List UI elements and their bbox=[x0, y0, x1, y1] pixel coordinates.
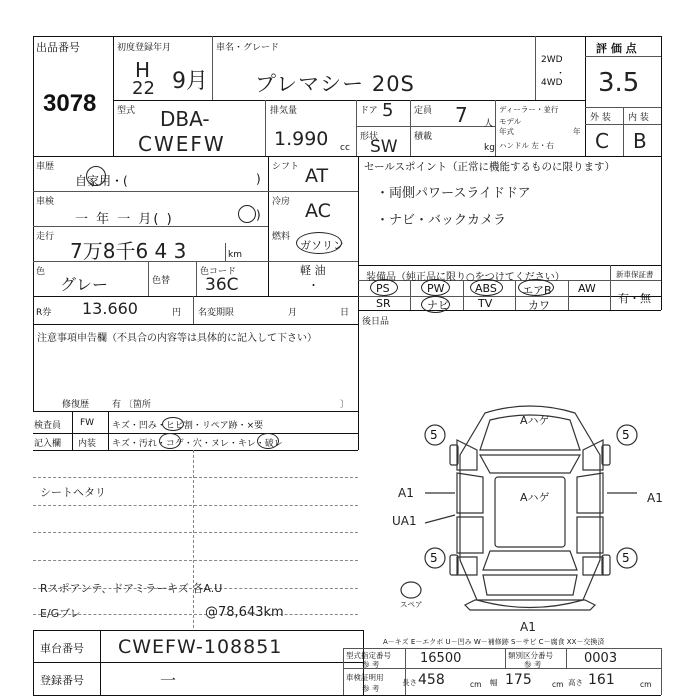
model-year-label: モデル bbox=[499, 117, 522, 126]
inspector-int-text: キズ・汚れ・コゲ・穴・ヌレ・キレ・破レ bbox=[112, 439, 283, 449]
fuel-diesel: 軽 油 bbox=[300, 264, 326, 277]
model-label: 型式 bbox=[117, 106, 136, 116]
damage-roof: Aハゲ bbox=[520, 491, 550, 504]
displacement-label: 排気量 bbox=[270, 106, 298, 116]
inspector-note-1: シートヘタリ bbox=[40, 486, 106, 499]
inspection-close: ) bbox=[256, 208, 261, 222]
fuel-circle bbox=[296, 232, 342, 254]
dims-label: 車検証明用 bbox=[346, 673, 384, 682]
ac-label: 冷房 bbox=[272, 197, 291, 207]
sales-point-1: ・両側パワースライドドア bbox=[376, 186, 531, 201]
plate-value: 一 bbox=[160, 671, 177, 690]
equipment-label: 装備品（純正品に限り○をつけてください） bbox=[366, 272, 565, 283]
load-unit: kg bbox=[484, 143, 495, 153]
height-unit: cm bbox=[640, 680, 652, 689]
rating-ext-value: C bbox=[595, 129, 609, 153]
equip-airbag: エアB bbox=[522, 284, 552, 297]
lot-label: 出品番号 bbox=[36, 41, 80, 54]
ac-value: AC bbox=[305, 200, 331, 222]
color-code-value: 36C bbox=[205, 275, 239, 295]
repair-label: 修復歴 bbox=[62, 400, 90, 410]
capacity-label: 定員 bbox=[414, 106, 433, 116]
car-name-value: プレマシー 20S bbox=[255, 72, 415, 96]
equip-pw: PW bbox=[427, 282, 445, 295]
damage-left-a: A1 bbox=[398, 486, 414, 500]
displacement-value: 1.990 bbox=[274, 128, 329, 150]
length-unit: cm bbox=[470, 680, 482, 689]
plate-label: 登録番号 bbox=[40, 674, 84, 687]
damage-legend: A－キズ E－エクボ U－凹み W－補修跡 S－サビ C－腐食 XX－交換済 bbox=[383, 638, 605, 646]
first-reg-month: 9月 bbox=[172, 69, 208, 94]
handle-label: ハンドル 左・右 bbox=[499, 141, 554, 150]
repair-value: 有 〔箇所 bbox=[112, 400, 151, 410]
rating-int-label: 内 装 bbox=[628, 113, 649, 123]
capacity-unit: 人 bbox=[484, 119, 494, 129]
deadline-label: 名変期限 bbox=[198, 308, 235, 318]
inspector-label-2: 記入欄 bbox=[34, 439, 62, 449]
inspector-label-1: 検査員 bbox=[34, 421, 62, 431]
deadline-month: 月 bbox=[288, 308, 298, 318]
equip-abs-circle bbox=[470, 279, 503, 296]
width-unit: cm bbox=[552, 680, 564, 689]
deadline-day: 日 bbox=[340, 308, 350, 318]
history-close: ) bbox=[256, 172, 261, 186]
inspection-value: 一 年 一 月( ) bbox=[75, 212, 174, 227]
notes-label: 注意事項申告欄（不具合の内容等は具体的に記入して下さい） bbox=[37, 333, 317, 344]
color-code-label: 色コード bbox=[200, 267, 237, 277]
equip-leather: カワ bbox=[528, 299, 550, 312]
history-value: 自家用・( bbox=[75, 174, 128, 188]
length-label: 長さ bbox=[402, 678, 417, 687]
height-value: 161 bbox=[588, 672, 615, 688]
doors-value: 5 bbox=[382, 100, 394, 121]
dirt-circle bbox=[159, 433, 181, 449]
inspector-note-2: Rスポアンテ、ドアミラーキズ 各A.U bbox=[40, 582, 223, 595]
width-value: 175 bbox=[505, 672, 532, 688]
damage-bottom-a: A1 bbox=[520, 620, 536, 634]
equip-airbag-circle bbox=[518, 279, 554, 296]
car-name-label: 車名・グレード bbox=[216, 43, 280, 53]
recycle-unit: 円 bbox=[172, 308, 182, 318]
type-approval-value: 16500 bbox=[420, 651, 462, 666]
tire-rr: 5 bbox=[622, 551, 630, 565]
chassis-label: 車台番号 bbox=[40, 642, 84, 655]
color-label: 色 bbox=[36, 267, 46, 277]
chassis-value: CWEFW-108851 bbox=[118, 636, 283, 658]
type-approval-label: 型式指定番号 bbox=[346, 651, 391, 660]
first-reg-year: 22 bbox=[132, 78, 155, 99]
tire-fl: 5 bbox=[430, 428, 438, 442]
shape-value: SW bbox=[370, 137, 398, 157]
equip-aw: AW bbox=[578, 282, 596, 295]
drive-dot: ・ bbox=[556, 69, 566, 79]
equip-ps: PS bbox=[376, 282, 390, 295]
equip-navi: ナビ bbox=[427, 299, 449, 312]
damage-right-a: A1 bbox=[647, 491, 663, 505]
displacement-unit: cc bbox=[340, 143, 350, 153]
rating-label: 評 価 点 bbox=[596, 42, 637, 55]
shape-label: 形状 bbox=[360, 132, 379, 142]
fuel-label: 燃料 bbox=[272, 232, 291, 242]
model-line1: DBA- bbox=[160, 107, 210, 131]
sales-point-2: ・ナビ・バックカメラ bbox=[376, 213, 507, 228]
year-label: 年式 bbox=[499, 127, 514, 136]
shift-value: AT bbox=[305, 165, 329, 187]
tire-rl: 5 bbox=[430, 551, 438, 565]
dealer-label: ディーラー・並行 bbox=[499, 105, 559, 114]
capacity-value: 7 bbox=[455, 103, 468, 127]
model-line2: CWEFW bbox=[138, 132, 226, 156]
inspection-circle bbox=[238, 205, 256, 223]
color-change-label: 色替 bbox=[152, 276, 171, 286]
category-value: 0003 bbox=[584, 651, 618, 666]
category-ref: 参 考 bbox=[524, 660, 542, 669]
fuel-gasoline: ガソリン bbox=[300, 239, 344, 252]
wet-circle bbox=[257, 433, 279, 449]
recycle-label: R券 bbox=[36, 308, 52, 318]
category-label: 類別区分番号 bbox=[508, 651, 553, 660]
first-reg-era: H bbox=[135, 58, 151, 82]
inspector-fw: FW bbox=[80, 418, 95, 428]
doors-label: ドア bbox=[360, 106, 378, 116]
rating-value: 3.5 bbox=[598, 68, 640, 98]
mileage-value: 7万8千6 4 3 bbox=[70, 239, 187, 263]
inspector-note-4: @78,643km bbox=[205, 605, 284, 620]
dims-ref: 参 考 bbox=[362, 684, 380, 693]
rear-items-label: 後日品 bbox=[362, 317, 390, 327]
year-unit: 年 bbox=[573, 127, 581, 136]
damage-hood: Aハゲ bbox=[520, 414, 550, 427]
inspector-fw-text: キズ・凹み・ヒビ割・リペア跡・×要 bbox=[112, 421, 264, 431]
color-value: グレー bbox=[60, 275, 109, 294]
height-label: 高さ bbox=[568, 678, 583, 687]
equip-tv: TV bbox=[478, 297, 493, 310]
fuel-other: ・ bbox=[308, 279, 319, 292]
sales-label: セールスポイント（正常に機能するものに限ります） bbox=[364, 161, 616, 173]
equip-navi-circle bbox=[421, 296, 450, 313]
damage-left-u: UA1 bbox=[392, 514, 417, 528]
equip-abs: ABS bbox=[475, 282, 497, 295]
equip-pw-circle bbox=[421, 279, 450, 296]
repair-close: 〕 bbox=[340, 400, 350, 410]
lot-number: 3078 bbox=[43, 90, 97, 117]
spare-label: スペア bbox=[400, 600, 423, 609]
history-circle bbox=[86, 166, 106, 186]
tire-fr: 5 bbox=[622, 428, 630, 442]
recycle-value: 13.660 bbox=[82, 299, 138, 318]
history-label: 車歴 bbox=[36, 162, 55, 172]
rating-int-value: B bbox=[633, 129, 647, 153]
rating-ext-label: 外 装 bbox=[590, 113, 611, 123]
warranty-label: 新車保証書 bbox=[616, 270, 654, 279]
warranty-value: 有・無 bbox=[618, 292, 651, 305]
length-value: 458 bbox=[418, 672, 445, 688]
first-reg-label: 初度登録年月 bbox=[117, 43, 172, 53]
equip-ps-circle bbox=[370, 279, 398, 296]
inspector-int: 内装 bbox=[78, 439, 97, 449]
equip-sr: SR bbox=[376, 297, 391, 310]
mileage-unit: km bbox=[228, 250, 242, 260]
inspection-label: 車検 bbox=[36, 197, 55, 207]
load-label: 積載 bbox=[414, 132, 433, 142]
inspector-note-3: E/Gブレ bbox=[40, 607, 81, 620]
mileage-label: 走行 bbox=[36, 232, 55, 242]
drive-2wd: 2WD bbox=[541, 55, 563, 65]
shift-label: シフト bbox=[272, 162, 300, 172]
width-label: 幅 bbox=[490, 678, 498, 687]
scratch-circle bbox=[162, 417, 184, 431]
drive-4wd: 4WD bbox=[541, 78, 563, 88]
type-approval-ref: 参 考 bbox=[362, 660, 380, 669]
